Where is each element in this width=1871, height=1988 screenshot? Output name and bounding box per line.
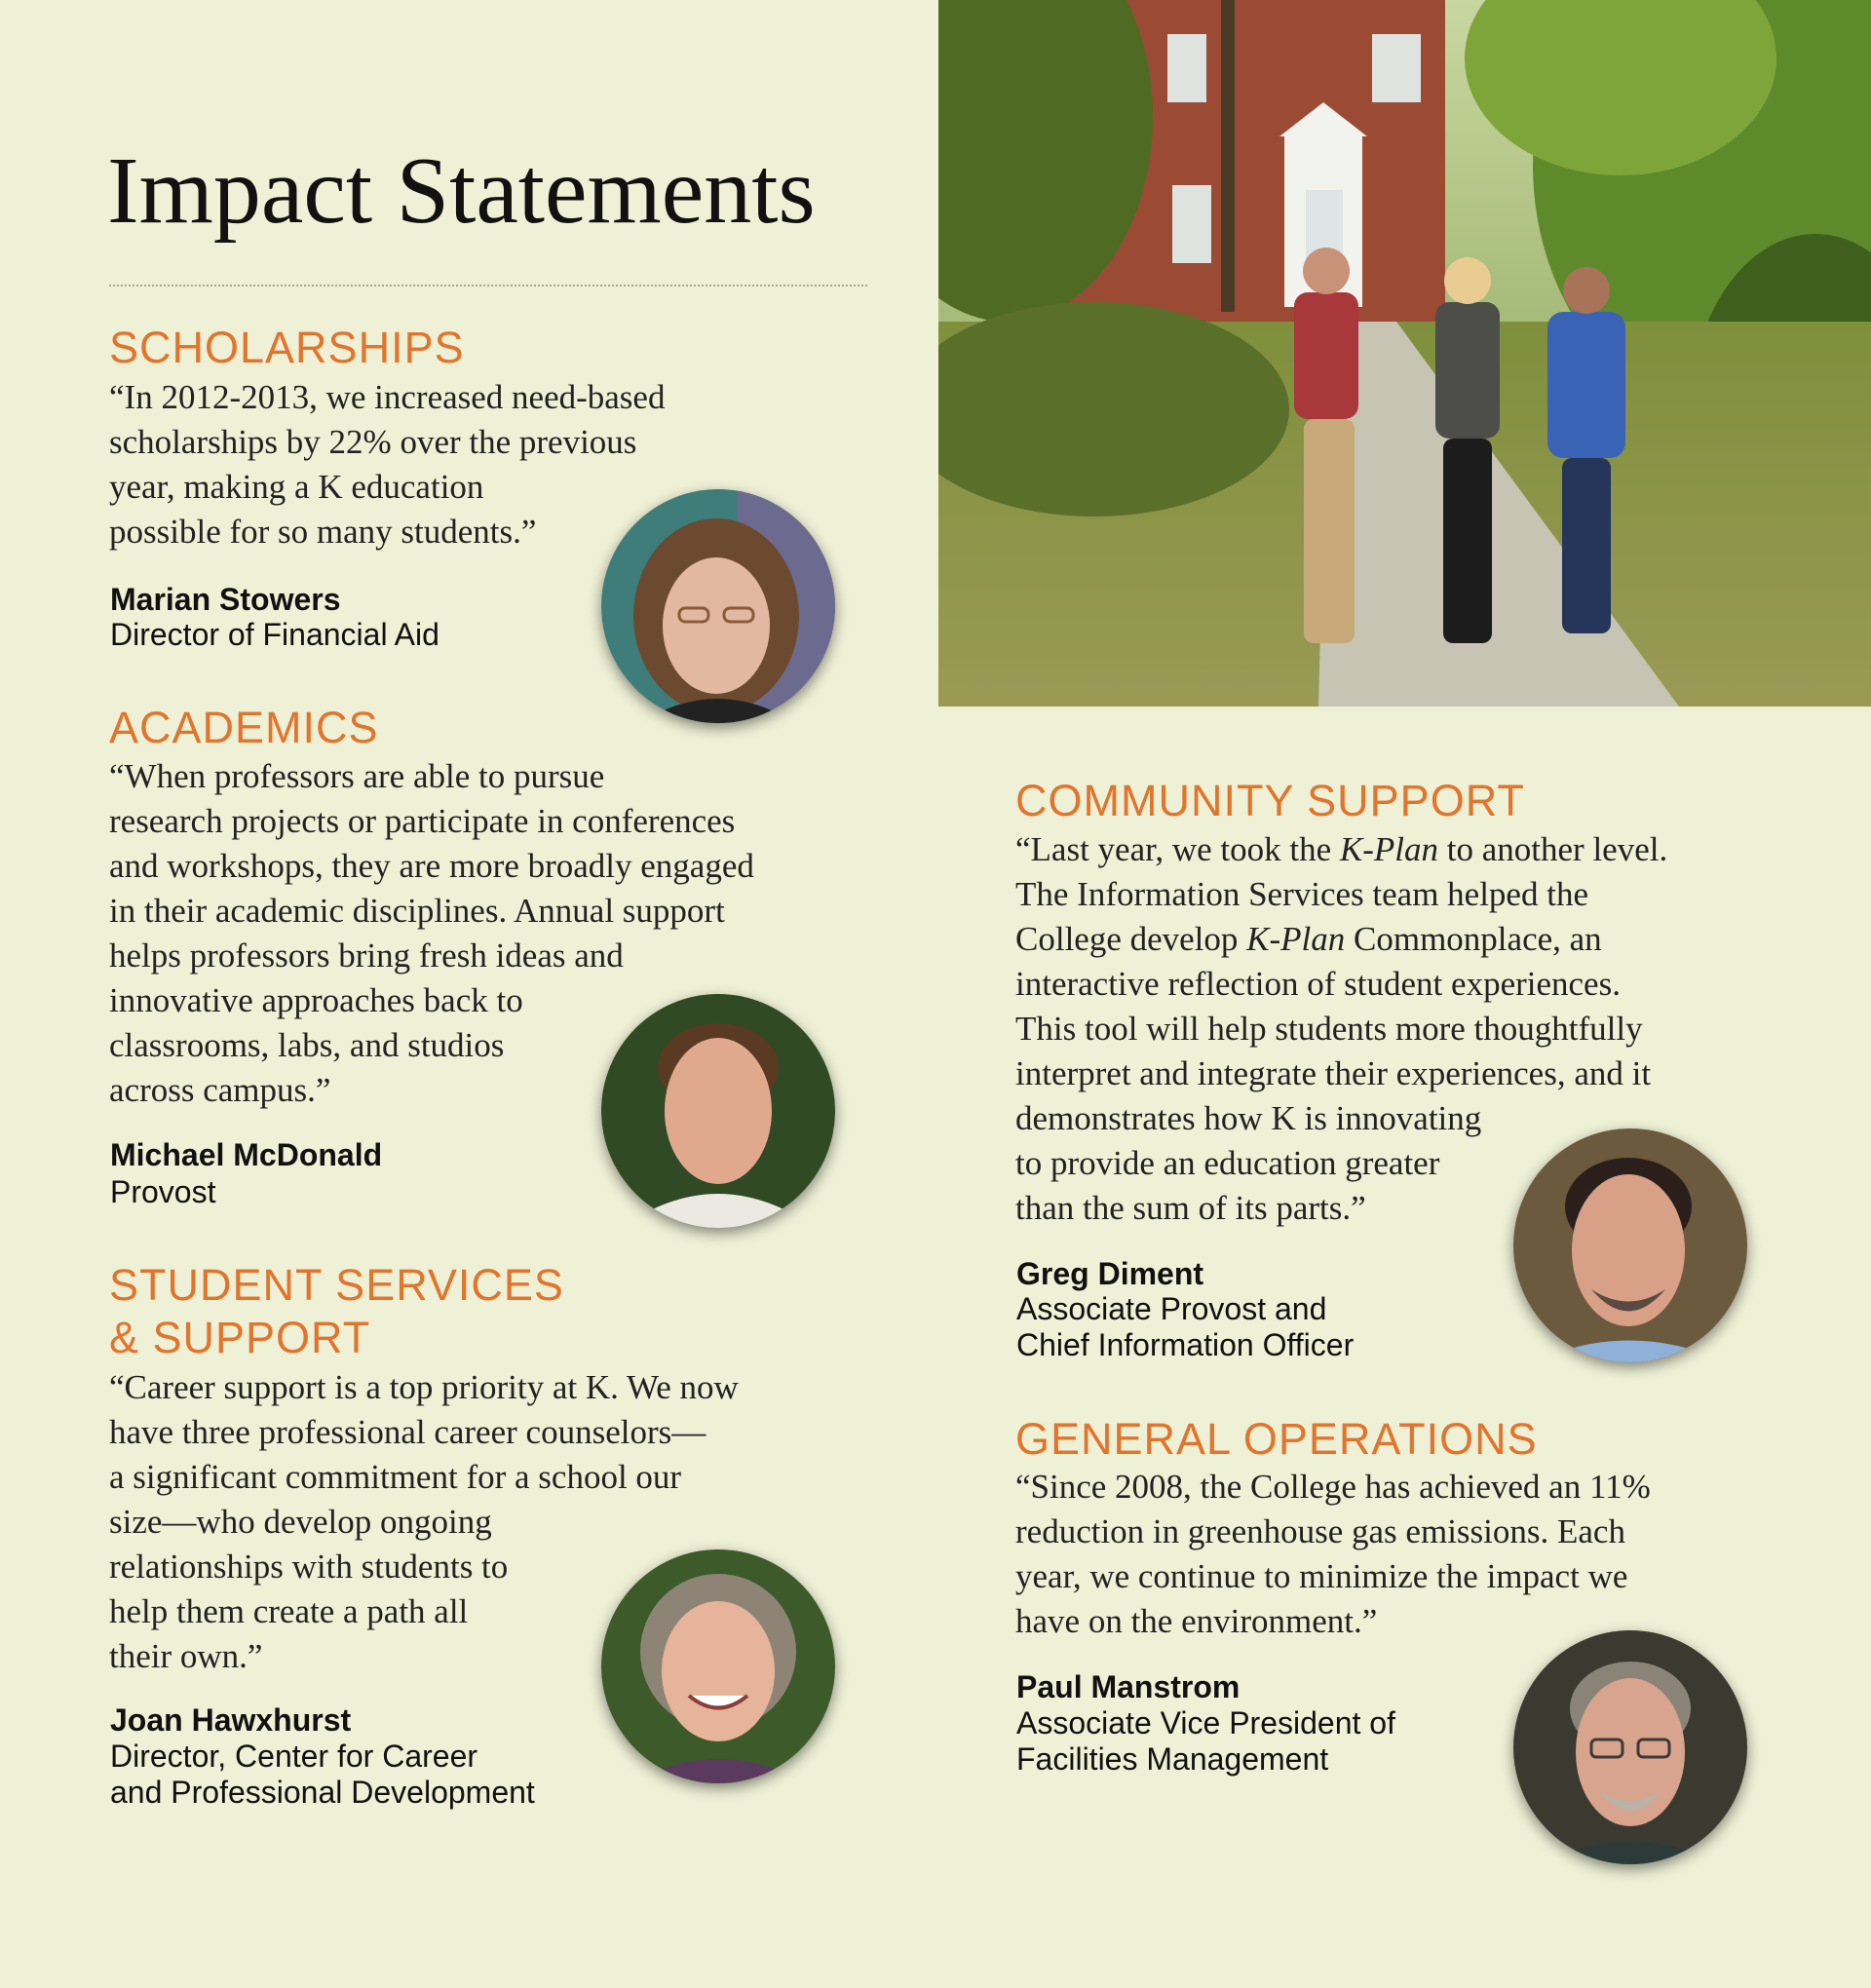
marian-stowers-portrait <box>601 489 835 723</box>
general-operations-heading: GENERAL OPERATIONS <box>1015 1414 1538 1464</box>
quote-line: “Career support is a top priority at K. We now <box>109 1368 739 1406</box>
student-services-heading <box>109 1259 564 1364</box>
quote-line: relationships with students to <box>109 1548 509 1586</box>
quote-line: and workshops, they are more broadly engaged <box>109 847 754 885</box>
quote-line: in their academic disciplines. Annual support <box>109 892 725 930</box>
quote-line: have three professional career counselors— <box>109 1413 706 1451</box>
heading-line: & SUPPORT <box>109 1313 371 1362</box>
quote-line: year, making a K education <box>109 468 484 506</box>
heading-line: STUDENT SERVICES <box>109 1260 564 1310</box>
general-operations-role <box>1016 1705 1395 1778</box>
quote-line: their own.” <box>109 1637 263 1675</box>
role-line: Director, Center for Career <box>110 1739 478 1774</box>
academics-heading: ACADEMICS <box>109 703 379 752</box>
quote-line: demonstrates how K is innovating <box>1015 1099 1482 1137</box>
role-line: Associate Vice President of <box>1016 1705 1395 1740</box>
quote-line: interpret and integrate their experiences, and it <box>1015 1054 1652 1092</box>
community-support-role <box>1016 1291 1354 1363</box>
role-line: Director of Financial Aid <box>110 617 439 652</box>
quote-line: innovative approaches back to <box>109 981 523 1019</box>
role-line: Associate Provost and <box>1016 1291 1327 1326</box>
quote-line: have on the environment.” <box>1015 1602 1378 1640</box>
quote-line: The Information Services team helped the <box>1015 875 1588 913</box>
quote-line: reduction in greenhouse gas emissions. Each <box>1015 1512 1625 1550</box>
quote-line: scholarships by 22% over the previous <box>109 423 637 461</box>
quote-line: a significant commitment for a school our <box>109 1458 682 1496</box>
quote-line: than the sum of its parts.” <box>1015 1189 1366 1227</box>
general-operations-name: Paul Manstrom <box>1016 1669 1241 1704</box>
quote-line: helps professors bring fresh ideas and <box>109 937 624 975</box>
quote-line: “In 2012-2013, we increased need-based <box>109 378 666 416</box>
role-line: Chief Information Officer <box>1016 1327 1355 1362</box>
quote-line: year, we continue to minimize the impact we <box>1015 1557 1628 1595</box>
joan-hawxhurst-portrait <box>601 1549 835 1783</box>
campus-photo <box>938 0 1871 707</box>
role-line: and Professional Development <box>110 1775 535 1810</box>
scholarships-role <box>110 617 439 653</box>
scholarships-quote <box>109 375 665 554</box>
quote-line: possible for so many students.” <box>109 513 537 551</box>
scholarships-heading: SCHOLARSHIPS <box>109 323 465 372</box>
quote-line: to provide an education greater <box>1015 1144 1440 1182</box>
community-support-name: Greg Diment <box>1016 1256 1204 1291</box>
quote-line: classrooms, labs, and studios <box>109 1026 505 1064</box>
quote-line: “When professors are able to pursue <box>109 757 605 795</box>
quote-line: research projects or participate in conferences <box>109 802 736 840</box>
quote-line: “Since 2008, the College has achieved an 11% <box>1015 1468 1651 1506</box>
page-title: Impact Statements <box>107 138 816 244</box>
quote-line: interactive reflection of student experiences. <box>1015 965 1621 1003</box>
academics-role <box>110 1174 215 1210</box>
quote-line: “Last year, we took the K-Plan to another level. <box>1015 830 1668 868</box>
role-line: Provost <box>110 1174 216 1209</box>
role-line: Facilities Management <box>1016 1741 1329 1777</box>
quote-line: help them create a path all <box>109 1592 469 1630</box>
quote-line: College develop K-Plan Commonplace, an <box>1015 920 1602 958</box>
quote-line: size—who develop ongoing <box>109 1503 492 1541</box>
greg-diment-portrait <box>1513 1128 1747 1362</box>
general-operations-quote <box>1015 1465 1651 1644</box>
community-support-heading: COMMUNITY SUPPORT <box>1015 776 1525 825</box>
title-divider <box>109 285 867 287</box>
quote-line: across campus.” <box>109 1071 331 1109</box>
quote-line: This tool will help students more thoughtfully <box>1015 1010 1643 1048</box>
michael-mcdonald-portrait <box>601 994 835 1228</box>
student-services-name: Joan Hawxhurst <box>110 1702 352 1738</box>
academics-name: Michael McDonald <box>110 1137 383 1172</box>
paul-manstrom-portrait <box>1513 1630 1747 1864</box>
scholarships-name: Marian Stowers <box>110 582 341 617</box>
student-services-role <box>110 1739 535 1811</box>
